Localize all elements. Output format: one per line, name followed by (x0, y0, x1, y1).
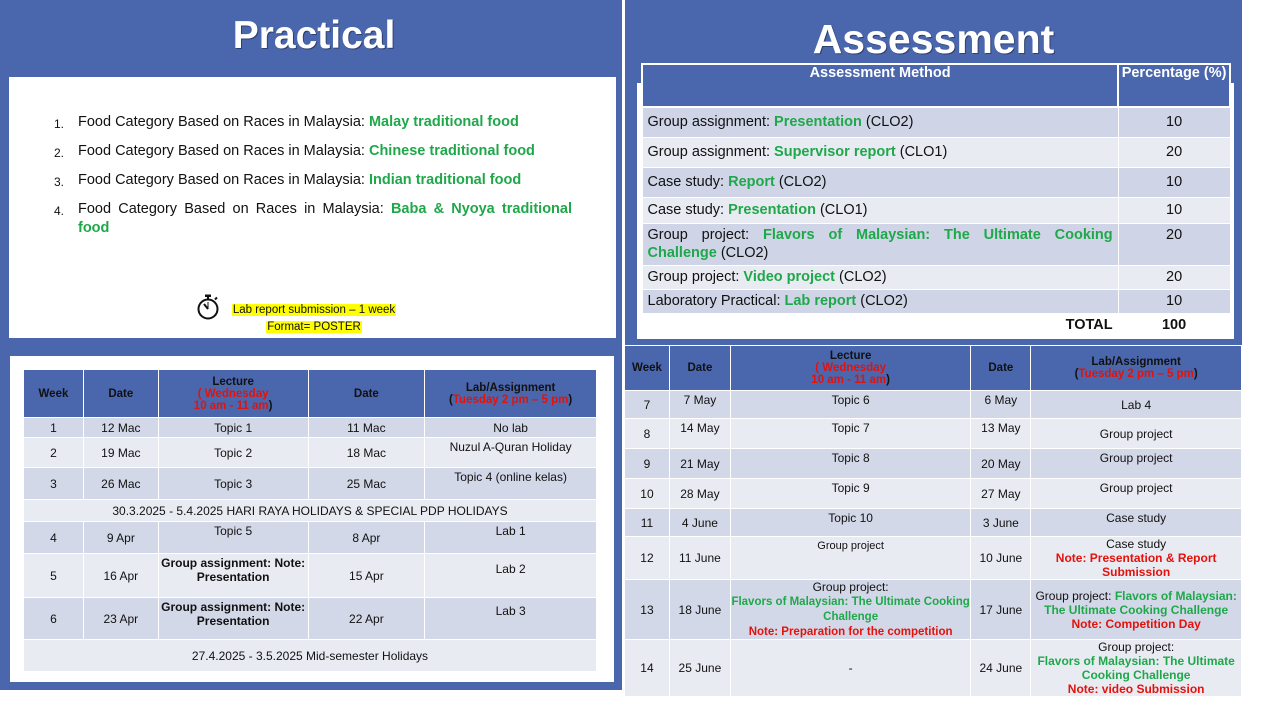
schedule-header-row: Week Date Lecture ( Wednesday 10 am - 11 am) Date Lab/Assignment (Tuesday 2 pm – 5 pm) (24, 370, 597, 418)
table-row: 4 9 Apr Topic 5 8 Apr Lab 1 (24, 522, 597, 554)
table-row: Group project: Video project (CLO2) 20 (642, 265, 1230, 289)
table-row: Group assignment: Supervisor report (CLO1) 20 (642, 137, 1230, 167)
practical-title: Practical (232, 14, 396, 57)
list-item: 3. Food Category Based on Races in Malaysia: Indian traditional food (54, 172, 522, 189)
table-row: 7 7 May Topic 6 6 May Lab 4 (625, 391, 1242, 419)
table-row: 14 25 June - 24 June Group project: Flavors of Malaysian: The Ultimate Cooking Challenge Note: video Submission (625, 640, 1242, 697)
table-row: 12 11 June Group project 10 June Case study Note: Presentation & Report Submission (625, 537, 1242, 580)
lab-report-note: Lab report submission – 1 week Format= POSTER (232, 304, 396, 333)
table-row: 3 26 Mac Topic 3 25 Mac Topic 4 (online kelas) (24, 468, 597, 500)
table-row: Group project: Flavors of Malaysian: The Ultimate Cooking Challenge (CLO2) 20 (642, 223, 1230, 265)
assessment-title: Assessment (812, 16, 1055, 62)
header-percentage: Percentage (%) (1118, 64, 1230, 107)
table-row: 8 14 May Topic 7 13 May Group project (625, 419, 1242, 449)
list-item: 2. Food Category Based on Races in Malaysia: Chinese traditional food (54, 143, 535, 160)
table-row: Laboratory Practical: Lab report (CLO2) 10 (642, 289, 1230, 313)
header-assessment-method: Assessment Method (642, 64, 1118, 107)
table-row: 5 16 Apr Group assignment: Note: Presentation 15 Apr Lab 2 (24, 554, 597, 598)
table-row: Group assignment: Presentation (CLO2) 10 (642, 107, 1230, 137)
table-row: 1 12 Mac Topic 1 11 Mac No lab (24, 418, 597, 438)
table-row: 9 21 May Topic 8 20 May Group project (625, 449, 1242, 479)
holiday-row: 27.4.2025 - 3.5.2025 Mid-semester Holidays (24, 640, 597, 672)
list-item: 1. Food Category Based on Races in Malaysia: Malay traditional food (54, 114, 519, 131)
schedule-header-row: Week Date Lecture ( Wednesday 10 am - 11 am) Date Lab/Assignment (Tuesday 2 pm – 5 pm) (625, 346, 1242, 391)
table-row: Case study: Report (CLO2) 10 (642, 167, 1230, 197)
table-row: 2 19 Mac Topic 2 18 Mac Nuzul A-Quran Holiday (24, 438, 597, 468)
table-row: 11 4 June Topic 10 3 June Case study (625, 509, 1242, 537)
assessment-table (641, 63, 1231, 338)
total-row: TOTAL 100 (642, 313, 1230, 337)
holiday-row: 30.3.2025 - 5.4.2025 HARI RAYA HOLIDAYS & SPECIAL PDP HOLIDAYS (24, 500, 597, 522)
stopwatch-icon (196, 294, 220, 320)
table-row: 6 23 Apr Group assignment: Note: Presentation 22 Apr Lab 3 (24, 598, 597, 640)
schedule-table-right (624, 345, 1242, 697)
schedule-table-left (23, 369, 597, 672)
table-row: 13 18 June Group project: Flavors of Malaysian: The Ultimate Cooking Challenge Note: Preparation for the competition 17 June Group project: Flavors of Malaysian: The Ultimate Cooking Challenge Note: Competition Day (625, 580, 1242, 640)
food-category-list (54, 113, 572, 248)
table-row: Case study: Presentation (CLO1) 10 (642, 197, 1230, 223)
list-item: 4. Food Category Based on Races in Malaysia: Baba & Nyoya traditional food (54, 201, 572, 236)
table-row: 10 28 May Topic 9 27 May Group project (625, 479, 1242, 509)
